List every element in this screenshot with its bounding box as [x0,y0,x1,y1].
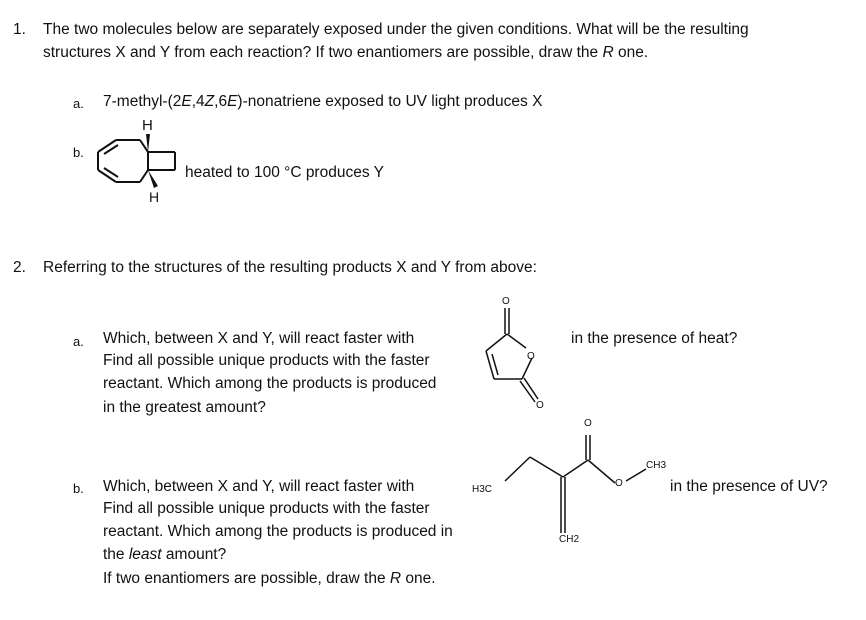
q2-a-label: a. [73,334,84,349]
anhydride-o-ring: O [527,351,535,362]
q1-b-h-bottom: H [149,189,160,205]
anhydride-o-bottom: O [536,400,544,411]
q2-b-condition: in the presence of UV? [670,478,828,495]
anhydride-o-top: O [502,296,510,307]
q2-a-line-2: Find all possible unique products with the faster [103,352,430,369]
q2-b-line-3: reactant. Which among the products is produced in [103,523,453,540]
q2-a-line-3: reactant. Which among the products is produced [103,375,437,392]
q2-b-label: b. [73,481,84,496]
q1-line-2: structures X and Y from each reaction? If two enantiomers are possible, draw the R one. [43,44,649,61]
q2-b-line-4: the least amount? [103,546,227,563]
q2-number: 2. [13,259,26,276]
q2-a-line-4: in the greatest amount? [103,399,266,416]
maleic-anhydride-structure [478,296,558,416]
q1-b-label: b. [73,145,84,160]
q1-b-text: heated to 100 °C produces Y [185,164,384,181]
ester-ch3-label: CH3 [646,460,667,471]
ester-o-carbonyl: O [584,418,592,429]
q1-a-label: a. [73,96,84,111]
q1-line-1: The two molecules below are separately exposed under the given conditions. What will be the resulting [43,21,749,38]
q2-intro: Referring to the structures of the resulting products X and Y from above: [43,259,537,276]
q1-a-text: 7-methyl-(2E,4Z,6E)-nonatriene exposed to UV light produces X [103,93,543,110]
q2-a-condition: in the presence of heat? [571,330,738,347]
q2-b-line-2: Find all possible unique products with the faster [103,500,430,517]
q1-number: 1. [13,21,26,38]
q2-b-line-1: Which, between X and Y, will react faster with [103,478,415,495]
ester-h3c-label: H3C [472,484,493,495]
ester-ch2-label: CH2 [559,534,580,545]
q1-b-h-top: H [142,117,153,134]
q2-a-line-1: Which, between X and Y, will react faster with [103,330,415,347]
ester-o-ester: O [615,478,623,489]
q2-b-line-5: If two enantiomers are possible, draw the R one. [103,570,436,587]
bicyclic-structure [90,112,180,212]
